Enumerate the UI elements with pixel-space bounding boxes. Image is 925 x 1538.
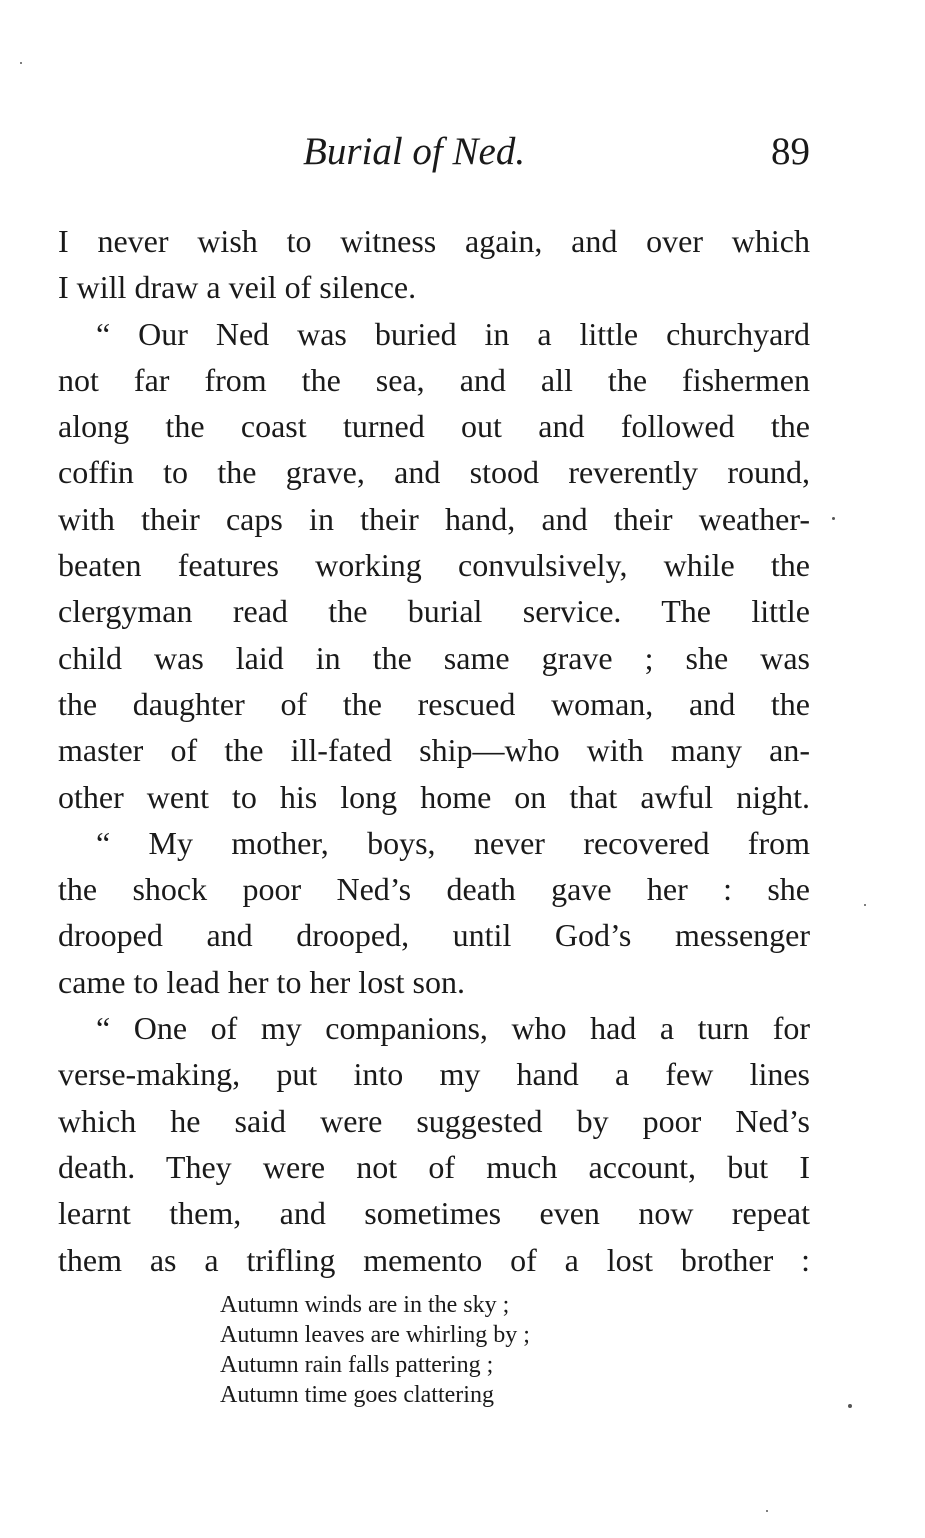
running-title: Burial of Ned.	[303, 130, 526, 173]
poem-line: Autumn leaves are whirling by ;	[220, 1322, 530, 1348]
paragraph	[58, 820, 810, 1005]
text-line: “ My mother, boys, never recovered from	[96, 824, 810, 861]
paper-speck	[766, 1510, 768, 1512]
paragraph	[58, 311, 810, 820]
text-line: clergyman read the burial service. The little	[58, 593, 810, 630]
text-line: learnt them, and sometimes even now repeat	[58, 1195, 810, 1232]
text-line: master of the ill-fated ship—who with many an-	[58, 732, 810, 769]
text-line: the shock poor Ned’s death gave her : she	[58, 871, 810, 908]
text-line: not far from the sea, and all the fishermen	[58, 361, 810, 398]
page-header	[58, 122, 810, 182]
paper-speck	[848, 1404, 852, 1408]
text-line: “ Our Ned was buried in a little churchyard	[96, 315, 810, 352]
paper-speck	[832, 517, 835, 520]
text-line: with their caps in their hand, and their weather-	[58, 500, 810, 537]
text-line: which he said were suggested by poor Ned’s	[58, 1102, 810, 1139]
text-line: came to lead her to her lost son.	[58, 963, 465, 1000]
text-line: drooped and drooped, until God’s messenger	[58, 917, 810, 954]
text-line: other went to his long home on that awful night.	[58, 778, 810, 815]
text-line: child was laid in the same grave ; she was	[58, 639, 810, 676]
poem-line: Autumn time goes clattering	[220, 1382, 494, 1408]
text-line: them as a trifling memento of a lost brother :	[58, 1241, 810, 1278]
text-line: “ One of my companions, who had a turn for	[96, 1010, 810, 1047]
body-text	[58, 218, 810, 1283]
paragraph	[58, 1005, 810, 1283]
text-line: coffin to the grave, and stood reverently round,	[58, 454, 810, 491]
text-line: I never wish to witness again, and over which	[58, 223, 810, 259]
text-line: beaten features working convulsively, while the	[58, 547, 810, 584]
text-line: verse-making, put into my hand a few lines	[58, 1056, 810, 1093]
poem-line: Autumn winds are in the sky ;	[220, 1292, 510, 1318]
paper-speck	[20, 62, 22, 64]
text-line: the daughter of the rescued woman, and the	[58, 685, 810, 722]
poem	[220, 1290, 680, 1410]
text-line: I will draw a veil of silence.	[58, 269, 417, 306]
poem-line: Autumn rain falls pattering ;	[220, 1352, 494, 1378]
page-number: 89	[771, 130, 810, 173]
paragraph	[58, 218, 810, 311]
paper-speck	[864, 904, 866, 906]
text-line: along the coast turned out and followed the	[58, 408, 810, 445]
text-line: death. They were not of much account, but I	[58, 1148, 810, 1185]
